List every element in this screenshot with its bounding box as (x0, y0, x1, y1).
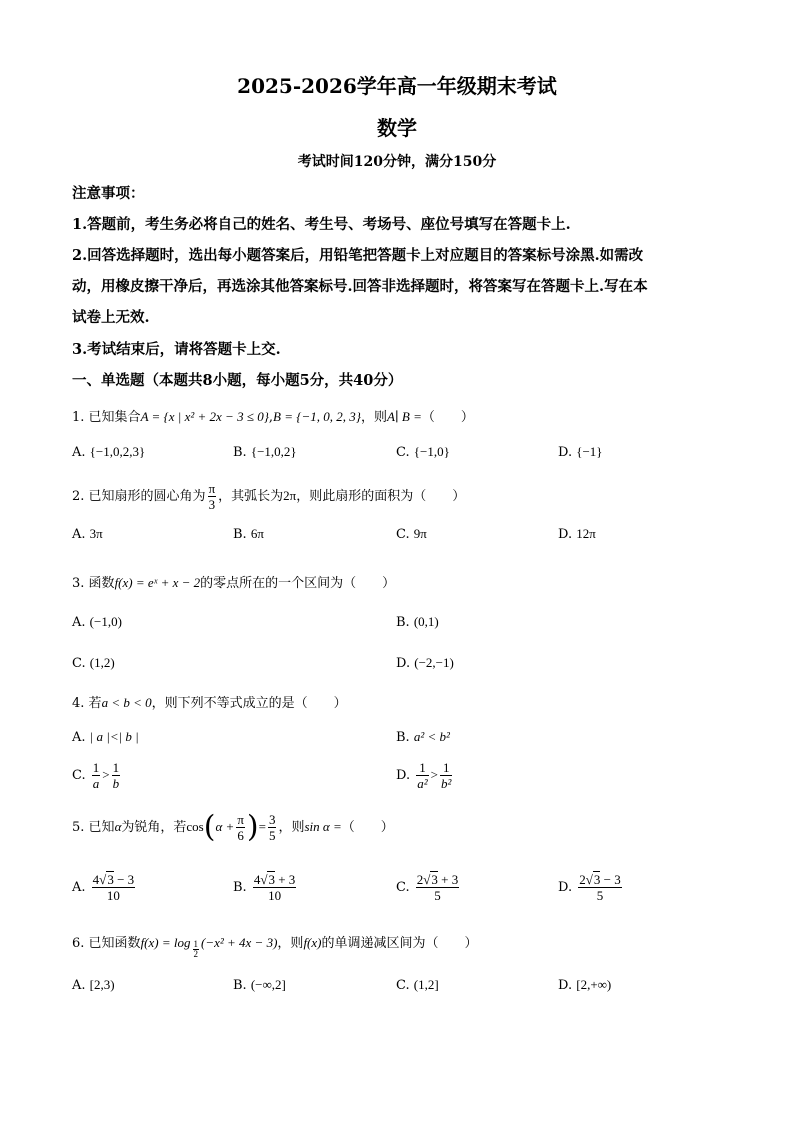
notice-heading: 注意事项： (72, 185, 145, 202)
q3-option-c[interactable]: C. (1,2) (72, 655, 115, 671)
q5-option-c[interactable]: C. $\frac{2√3 + 3}{5}$ (396, 872, 459, 903)
notice-item-2-line-2: 动，用橡皮擦干净后，再选涂其他答案标号.回答非选择题时，将答案写在答题卡上.写在本 (72, 278, 648, 295)
question-number: 1. (72, 410, 85, 425)
question-4: 4. 若a < b < 0，则下列不等式成立的是（ ） (72, 695, 347, 711)
notice-item-1: 1.答题前，考生务必将自己的姓名、考生号、考场号、座位号填写在答题卡上. (72, 216, 571, 233)
answer-blank: （ ） (421, 410, 474, 425)
q6-option-c[interactable]: C. (1,2] (396, 977, 439, 993)
function-expression: f(x) = eˣ + x − 2 (114, 575, 201, 590)
q5-option-a[interactable]: A. $\frac{4√3 - 3}{10}$ (72, 872, 135, 903)
subject-title: 数学 (377, 116, 417, 140)
q2-option-d[interactable]: D. 12π (558, 526, 596, 542)
q1-option-c[interactable]: C. {−1,0} (396, 444, 450, 460)
q4-option-d[interactable]: D. $\frac{1}{\text{a²}}$ > $\frac{1}{\text{b²}}$ (396, 760, 452, 791)
question-2: 2. 已知扇形的圆心角为 $\frac{\pi}{3}$ ，其弧长为2π，则此扇形的面积为（ ） (72, 481, 466, 512)
q1-option-b[interactable]: B. {−1,0,2} (233, 444, 297, 460)
q1-option-d[interactable]: D. {−1} (558, 444, 603, 460)
q1-option-a[interactable]: A. {−1,0,2,3} (72, 444, 146, 460)
q3-option-b[interactable]: B. (0,1) (396, 614, 439, 630)
angle-fraction: $\frac{\pi}{3}$ (208, 481, 216, 512)
q5-option-d[interactable]: D. $\frac{2√3 - 3}{5}$ (558, 872, 621, 903)
q6-option-a[interactable]: A. [2,3) (72, 977, 115, 993)
notice-item-2-line-1: 2.回答选择题时，选出每小题答案后，用铅笔把答题卡上对应题目的答案标号涂黑.如需改 (72, 247, 644, 264)
question-6: 6. 已知函数f(x) = log $\frac{1}{2}$ (−x² + 4x − 3)，则f(x)的单调递减区间为（ ） (72, 935, 478, 959)
question-stem: 已知集合 (88, 410, 141, 425)
question-1: 1. 已知集合A = {x | x² + 2x − 3 ≤ 0},B = {−1, 0, 2, 3}，则A∣ B =（ ） (72, 409, 474, 425)
q4-option-b[interactable]: B. a² < b² (396, 729, 450, 745)
exam-title: 2025-2026学年高一年级期末考试 (237, 74, 557, 98)
q2-option-b[interactable]: B. 6π (233, 526, 264, 542)
set-a: A = {x | x² + 2x − 3 ≤ 0} (140, 409, 269, 424)
q2-option-c[interactable]: C. 9π (396, 526, 427, 542)
q2-option-a[interactable]: A. 3π (72, 526, 103, 542)
q4-option-a[interactable]: A. | a |<| b | (72, 729, 139, 745)
question-5: 5. 已知α为锐角，若cos(α + $\frac{\pi}{6}$ )= $\frac{3}{5}$ ，则sin α =（ ） (72, 809, 394, 845)
q6-option-b[interactable]: B. (−∞,2] (233, 977, 286, 993)
notice-item-3: 3.考试结束后，请将答题卡上交. (72, 341, 281, 358)
exam-info: 考试时间120分钟，满分150分 (297, 154, 497, 170)
q3-option-a[interactable]: A. (−1,0) (72, 614, 122, 630)
notice-item-2-line-3: 试卷上无效. (72, 309, 150, 326)
q3-option-d[interactable]: D. (−2,−1) (396, 655, 454, 671)
q5-option-b[interactable]: B. $\frac{4√3 + 3}{10}$ (233, 872, 296, 903)
set-b: B = {−1, 0, 2, 3} (273, 409, 361, 424)
condition-expression: a < b < 0 (101, 695, 152, 710)
question-3: 3. 函数f(x) = eˣ + x − 2的零点所在的一个区间为（ ） (72, 575, 396, 591)
q6-option-d[interactable]: D. [2,+∞) (558, 977, 612, 993)
question-expression: A∣ B = (386, 409, 422, 424)
section-heading: 一、单选题（本题共8小题，每小题5分，共40分） (72, 372, 403, 389)
q4-option-c[interactable]: C. $\frac{1}{a}$ > $\frac{1}{b}$ (72, 760, 120, 791)
